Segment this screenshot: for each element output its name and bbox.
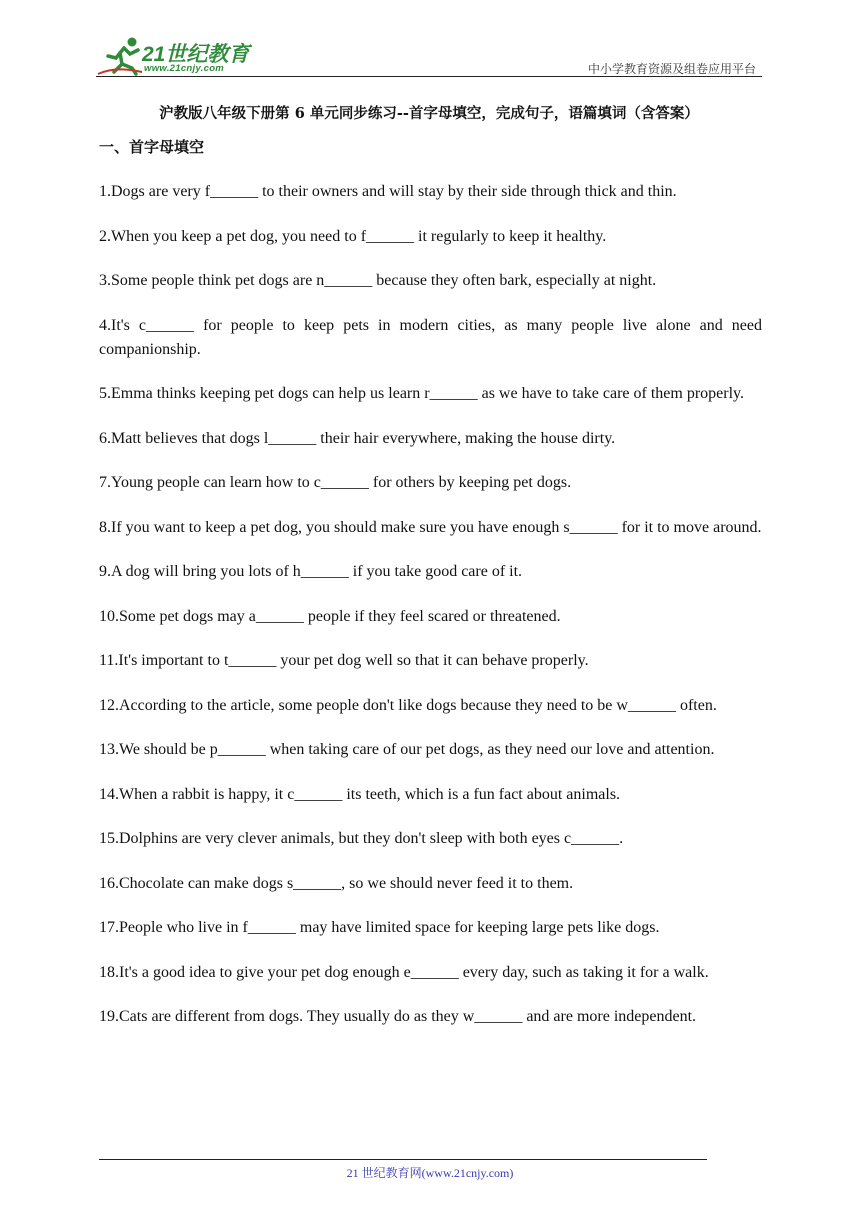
- question-item: 16.Chocolate can make dogs s______, so we should never feed it to them.: [99, 874, 574, 892]
- question-item: 4.It's c______ for people to keep pets in modern cities, as many people live alone and need companionship.: [99, 316, 762, 358]
- brand-logo[interactable]: [96, 36, 266, 76]
- logo-url: www.21cnjy.com: [144, 63, 225, 74]
- footer-divider: [99, 1159, 707, 1160]
- runner-icon: [96, 36, 144, 76]
- question-item: 15.Dolphins are very clever animals, but they don't sleep with both eyes c______.: [99, 830, 624, 847]
- question-item: 12.According to the article, some people don't like dogs because they need to be w______ often.: [99, 696, 717, 714]
- footer-link[interactable]: 21 世纪教育网(www.21cnjy.com): [346, 1166, 514, 1180]
- question-item: 9.A dog will bring you lots of h______ if you take good care of it.: [99, 563, 523, 580]
- question-item: 14.When a rabbit is happy, it c______ its teeth, which is a fun fact about animals.: [99, 785, 621, 803]
- question-item: 19.Cats are different from dogs. They usually do as they w______ and are more independent.: [99, 1008, 697, 1025]
- section-heading: 一、首字母填空: [99, 138, 205, 156]
- question-item: 2.When you keep a pet dog, you need to f______ it regularly to keep it healthy.: [99, 227, 607, 245]
- logo-title: 21世纪教育: [142, 43, 250, 66]
- question-item: 13.We should be p______ when taking care of our pet dogs, as they need our love and attention.: [99, 741, 715, 758]
- question-item: 17.People who live in f______ may have limited space for keeping large pets like dogs.: [99, 919, 660, 936]
- header-divider: [96, 76, 762, 77]
- document-title: 沪教版八年级下册第 6 单元同步练习--首字母填空，完成句子，语篇填词（含答案）: [159, 105, 699, 122]
- header-tagline: 中小学教育资源及组卷应用平台: [587, 62, 756, 76]
- question-item: 1.Dogs are very f______ to their owners and will stay by their side through thick and thin.: [99, 183, 677, 200]
- question-item: 8.If you want to keep a pet dog, you should make sure you have enough s______ for it to move around.: [99, 518, 762, 536]
- question-item: 7.Young people can learn how to c______ for others by keeping pet dogs.: [99, 474, 572, 491]
- page-header: [96, 34, 762, 78]
- question-item: 5.Emma thinks keeping pet dogs can help us learn r______ as we have to take care of them properly.: [99, 385, 744, 402]
- question-item: 10.Some pet dogs may a______ people if they feel scared or threatened.: [99, 607, 561, 625]
- question-item: 3.Some people think pet dogs are n______ because they often bark, especially at night.: [99, 272, 657, 289]
- question-item: 6.Matt believes that dogs l______ their hair everywhere, making the house dirty.: [99, 429, 616, 447]
- question-item: 18.It's a good idea to give your pet dog enough e______ every day, such as taking it for a walk.: [99, 963, 709, 981]
- question-item: 11.It's important to t______ your pet dog well so that it can behave properly.: [99, 652, 589, 669]
- question-list: [99, 180, 762, 1050]
